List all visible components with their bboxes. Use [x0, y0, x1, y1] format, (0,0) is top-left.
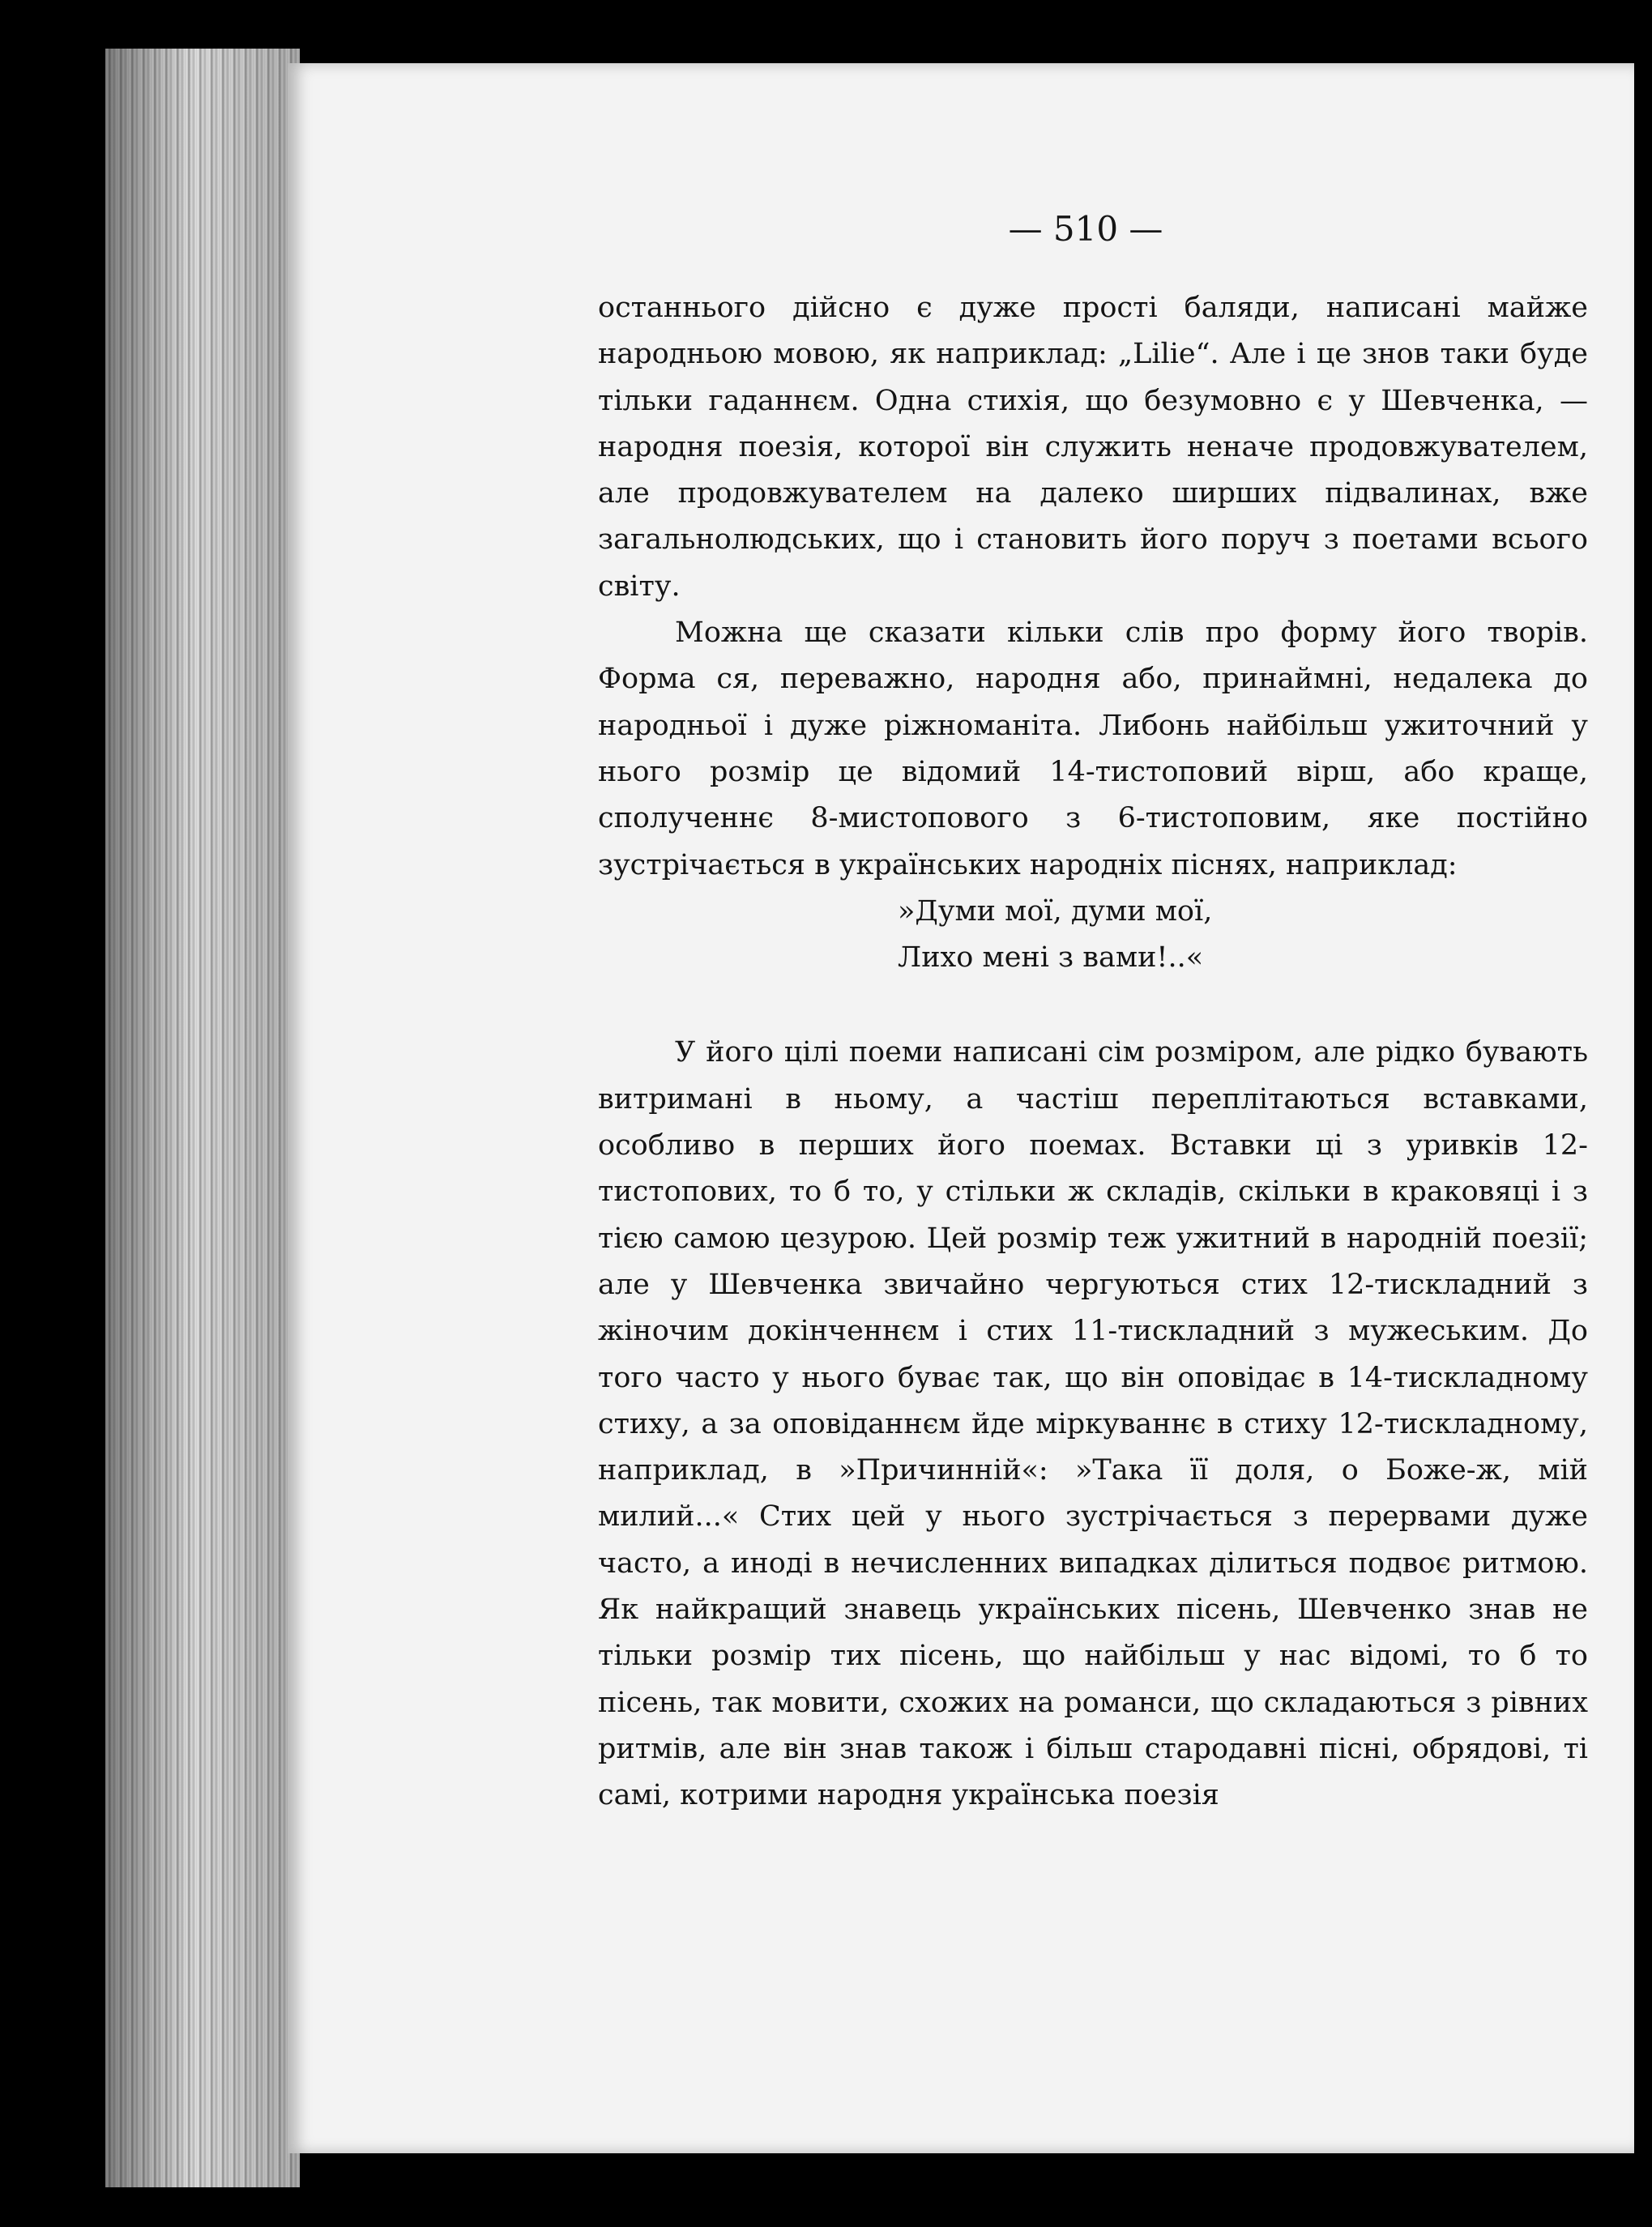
- verse-line-1: »Думи мої, думи мої,: [898, 894, 1213, 928]
- paragraph-2: Можна ще сказати кільки слів про форму його творів. Форма ся, переважно, народня або, принаймні, недалека до народньої і дуже ріжноманіта. Либонь найбільш ужиточний у нього розмір це відомий 14-тистоповий вірш, або краще, сполученнє 8-мистопового з 6-тистоповим, яке постійно зустрічається в українських народніх піснях, наприклад:: [598, 616, 1588, 881]
- paragraph-1: останнього дійсно є дуже прості баляди, написані майже народньою мовою, як наприклад: „Lilie“. Але і це знов таки буде тільки гаданнєм. Одна стихія, що безумовно є у Шевченка, — народня поезія, которої він служить неначе продовжувателем, але продовжувателем на далеко ширших підвалинах, вже загальнолюдських, що і становить його поруч з поетами всього світу.: [598, 292, 1588, 603]
- verse-line-2: Лихо мені з вами!..«: [898, 941, 1204, 975]
- verse-spacer: [598, 981, 1588, 1030]
- book-page-edges: [105, 49, 300, 2187]
- page-number: — 510 —: [1008, 209, 1163, 249]
- page-body: [598, 285, 1588, 1820]
- paragraph-3: У його цілі поеми написані сім розміром, але рідко бувають витримані в ньому, а частіш переплітаються вставками, особливо в перших його поемах. Вставки ці з уривків 12-тистопових, то б то, у стільки ж складів, скільки в краковяці і з тією самою цезурою. Цей розмір теж ужитний в народній поезії; але у Шевченка звичайно чергуються стих 12-тискладний з жіночим докінченнєм і стих 11-тискладний з мужеським. До того часто у нього буває так, що він оповідає в 14-тискладному стиху, а за оповіданнєм йде міркуваннє в стиху 12-тискладному, наприклад, в »Причинній«: »Така її доля, о Боже-ж, мій милий...« Стих цей у нього зустрічається з перервами дуже часто, а иноді в нечисленних випадках ділиться подвоє ритмою. Як найкращий знавець українських пісень, Шевченко знав не тільки розмір тих пісень, що найбільш у нас відомі, то б то пісень, так мовити, схожих на романси, що складаються з рівних ритмів, але він знав також і більш стародавні пісні, обрядові, ті самі, котрими народня українська поезія: [598, 1036, 1588, 1812]
- verse-quote: [898, 889, 1588, 982]
